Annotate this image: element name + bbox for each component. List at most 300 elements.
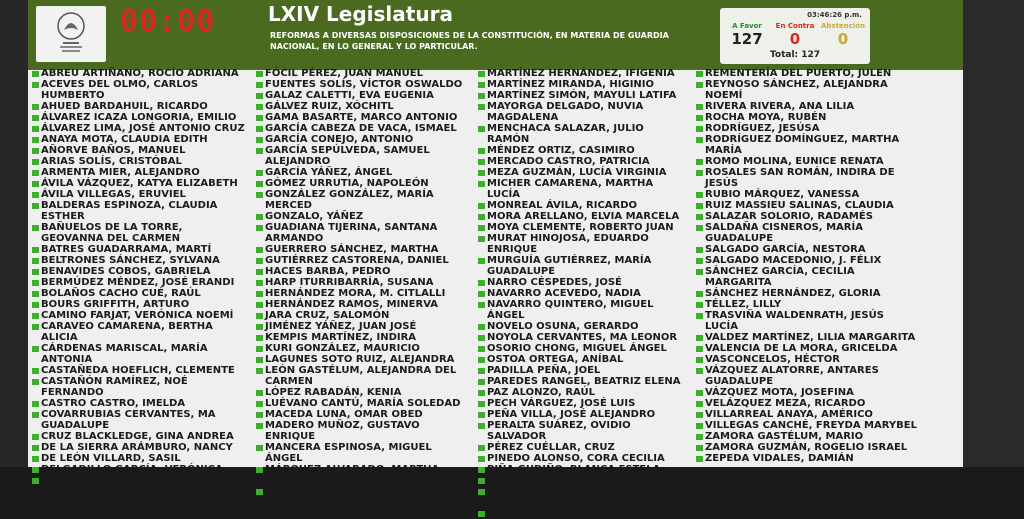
favor-vote-marker	[32, 82, 39, 88]
abstencion-count	[820, 22, 866, 48]
favor-vote-marker	[478, 258, 485, 264]
senator-row	[478, 398, 687, 409]
senator-name: PERALTA SUÁREZ, OVIDIO SALVADOR	[487, 420, 631, 442]
senator-name: SÁNCHEZ HERNÁNDEZ, GLORIA	[705, 288, 881, 299]
senator-name: ANAYA MOTA, CLAUDIA EDITH	[41, 134, 208, 145]
favor-vote-marker	[478, 280, 485, 286]
senator-name: LEÓN GASTÉLUM, ALEJANDRA DEL CARMEN	[265, 365, 457, 387]
senator-name: ZAMORA GUZMÁN, ROGELIO ISRAEL	[705, 442, 908, 453]
senator-row	[256, 145, 470, 167]
senator-row	[256, 101, 470, 112]
favor-vote-marker	[478, 456, 485, 462]
senator-name: ROSALES SAN ROMÁN, INDIRA DE JESÚS	[705, 167, 895, 189]
senator-row	[478, 156, 687, 167]
favor-vote-marker	[256, 93, 263, 99]
senator-row	[478, 387, 687, 398]
senator-name: RAMÍREZ AGUILAR, ÓSCAR EDUARDO	[487, 486, 637, 508]
senator-row	[696, 156, 920, 167]
names-column-1	[32, 68, 246, 486]
senator-vote-list	[28, 68, 963, 519]
senator-row	[32, 167, 246, 178]
favor-vote-marker	[696, 115, 703, 121]
senator-row	[256, 167, 470, 178]
senator-name: FUENTES SOLÍS, VÍCTOR OSWALDO	[265, 79, 463, 90]
favor-vote-marker	[478, 203, 485, 209]
senator-row	[478, 321, 687, 332]
vote-total	[720, 50, 870, 60]
favor-vote-marker	[478, 489, 485, 495]
senator-row	[696, 123, 920, 134]
favor-vote-marker	[256, 115, 263, 121]
senator-row	[478, 200, 687, 211]
senator-row	[32, 222, 246, 244]
senator-row	[256, 90, 470, 101]
senator-row	[696, 222, 920, 244]
favor-vote-marker	[696, 170, 703, 176]
senator-row	[478, 299, 687, 321]
senator-row	[256, 365, 470, 387]
senator-name: BOLAÑOS CACHO CUÉ, RAÚL	[41, 288, 201, 299]
senator-name: GUERRERO SÁNCHEZ, MARTHA	[265, 244, 439, 255]
favor-vote-marker	[32, 346, 39, 352]
senator-row	[478, 409, 687, 420]
senator-name: PÉREZ CUÉLLAR, CRUZ	[487, 442, 615, 453]
total-value: 127	[801, 50, 821, 60]
favor-vote-marker	[478, 214, 485, 220]
senator-name: ACEVES DEL OLMO, CARLOS HUMBERTO	[41, 79, 199, 101]
senator-name: PAREDES RANGEL, BEATRIZ ELENA	[487, 376, 681, 387]
vote-time: 03:46:26 p.m.	[807, 11, 862, 19]
senator-name: ÁVILA VILLEGAS, ERUVIEL	[41, 189, 186, 200]
senator-row	[256, 387, 470, 398]
senator-name: ZEPEDA VIDALES, DAMIÁN	[705, 453, 854, 464]
senator-name: VILLEGAS CANCHÉ, FREYDA MARYBEL	[705, 420, 917, 431]
favor-vote-marker	[32, 258, 39, 264]
senator-row	[478, 222, 687, 233]
senator-name: GONZALO, YÁÑEZ	[265, 211, 364, 222]
favor-vote-marker	[478, 148, 485, 154]
senator-name: BELTRONES SÁNCHEZ, SYLVANA	[41, 255, 220, 266]
senator-name: BENAVIDES COBOS, GABRIELA	[41, 266, 211, 277]
senator-row	[256, 255, 470, 266]
senator-row	[696, 310, 920, 332]
senator-name: PEÑA VILLA, JOSÉ ALEJANDRO	[487, 409, 656, 420]
senator-name: COVARRUBIAS CERVANTES, MA GUADALUPE	[41, 409, 216, 431]
senator-row	[478, 420, 687, 442]
senator-name: GÁLVEZ RUIZ, XÓCHITL	[265, 101, 394, 112]
senator-row	[478, 90, 687, 101]
senator-name: VALENCIA DE LA MORA, GRICELDA	[705, 343, 898, 354]
senator-row	[696, 255, 920, 266]
favor-vote-marker	[256, 489, 263, 495]
senator-name: GUTIÉRREZ CASTORENA, DANIEL	[265, 255, 449, 266]
senator-row	[256, 354, 470, 365]
senator-name: GÓMEZ URRUTIA, NAPOLEÓN	[265, 178, 429, 189]
senator-name: VASCONCELOS, HÉCTOR	[705, 354, 840, 365]
senator-row	[696, 79, 920, 101]
favor-vote-marker	[32, 104, 39, 110]
favor-vote-marker	[32, 445, 39, 451]
favor-vote-marker	[478, 467, 485, 473]
legislature-title: LXIV Legislatura	[268, 2, 453, 26]
senator-row	[696, 409, 920, 420]
favor-vote-marker	[32, 401, 39, 407]
favor-vote-marker	[256, 181, 263, 187]
senator-name: GALAZ CALETTI, EVA EUGENIA	[265, 90, 434, 101]
senator-row	[696, 189, 920, 200]
favor-vote-marker	[696, 445, 703, 451]
favor-vote-marker	[32, 467, 39, 473]
senator-row	[256, 398, 470, 409]
favor-vote-marker	[256, 390, 263, 396]
senator-row	[696, 200, 920, 211]
senator-name: DE LEÓN VILLARD, SASIL	[41, 453, 181, 464]
senator-name: CASTRO CASTRO, IMELDA	[41, 398, 186, 409]
senator-name: HARP ITURRIBARRÍA, SUSANA	[265, 277, 434, 288]
favor-vote-marker	[32, 434, 39, 440]
favor-vote-marker	[32, 269, 39, 275]
senator-name: QUIÑONEZ RUIZ, JUAN	[487, 475, 612, 486]
favor-vote-marker	[696, 456, 703, 462]
senator-name: OSTOA ORTEGA, ANÍBAL	[487, 354, 624, 365]
senator-row	[32, 266, 246, 277]
senator-row	[32, 310, 246, 321]
senator-name: ROMO MOLINA, EUNICE RENATA	[705, 156, 884, 167]
senator-name: CASTAÑEDA HOEFLICH, CLEMENTE	[41, 365, 235, 376]
favor-vote-marker	[32, 203, 39, 209]
favor-vote-marker	[478, 159, 485, 165]
senator-row	[32, 123, 246, 134]
senator-row	[256, 178, 470, 189]
favor-vote-marker	[696, 71, 703, 77]
favor-vote-marker	[32, 368, 39, 374]
senator-name: AHUED BARDAHUIL, RICARDO	[41, 101, 208, 112]
senator-row	[478, 464, 687, 475]
senator-name: RODRÍGUEZ DOMÍNGUEZ, MARTHA MARÍA	[705, 134, 900, 156]
senator-name: DELGADILLO GARCÍA, VERÓNICA	[41, 464, 223, 475]
senator-row	[256, 409, 470, 420]
senator-name: PAZ ALONZO, RAÚL	[487, 387, 595, 398]
senator-row	[256, 343, 470, 354]
senator-name: PINEDO ALONSO, CORA CECILIA	[487, 453, 665, 464]
favor-vote-marker	[256, 214, 263, 220]
senator-row	[32, 376, 246, 398]
senator-row	[478, 277, 687, 288]
favor-vote-marker	[32, 324, 39, 330]
senator-name: MACEDA LUNA, OMAR OBED	[265, 409, 423, 420]
favor-vote-marker	[478, 412, 485, 418]
senator-name: GARCÍA CABEZA DE VACA, ISMAEL	[265, 123, 457, 134]
favor-vote-marker	[32, 412, 39, 418]
senator-name: CASTAÑÓN RAMÍREZ, NOÉ FERNANDO	[41, 376, 188, 398]
senator-row	[32, 365, 246, 376]
senator-row	[696, 365, 920, 387]
favor-vote-marker	[256, 269, 263, 275]
favor-vote-marker	[32, 280, 39, 286]
senator-row	[696, 387, 920, 398]
favor-vote-marker	[696, 214, 703, 220]
senator-row	[256, 310, 470, 321]
senator-row	[696, 211, 920, 222]
abstencion-value: 0	[837, 30, 849, 48]
senator-name: OSORIO CHONG, MIGUEL ÁNGEL	[487, 343, 667, 354]
senator-name: MARTÍNEZ SIMÓN, MAYULI LATIFA	[487, 90, 677, 101]
senator-name: MICHER CAMARENA, MARTHA LUCÍA	[487, 178, 654, 200]
senator-row	[256, 266, 470, 277]
favor-vote-marker	[256, 368, 263, 374]
favor-vote-marker	[696, 423, 703, 429]
senator-row	[478, 167, 687, 178]
favor-vote-marker	[478, 71, 485, 77]
favor-vote-marker	[32, 170, 39, 176]
favor-vote-marker	[32, 302, 39, 308]
senator-row	[478, 343, 687, 354]
senator-name: NAVARRO QUINTERO, MIGUEL ÁNGEL	[487, 299, 654, 321]
favor-vote-marker	[32, 478, 39, 484]
senator-row	[256, 123, 470, 134]
senator-name: SALDAÑA CISNEROS, MARÍA GUADALUPE	[705, 222, 863, 244]
favor-vote-marker	[696, 335, 703, 341]
senator-name: RAMÍREZ MARÍN, JORGE CARLOS	[487, 508, 670, 519]
favor-vote-marker	[32, 148, 39, 154]
senator-name: VILLARREAL ANAYA, AMÉRICO	[705, 409, 873, 420]
favor-vote-marker	[256, 170, 263, 176]
senator-row	[32, 398, 246, 409]
favor-vote-marker	[696, 159, 703, 165]
favor-vote-marker	[256, 291, 263, 297]
senator-row	[696, 398, 920, 409]
senator-name: RUBIO MÁRQUEZ, VANESSA	[705, 189, 860, 200]
senator-name: DE LA SIERRA ARÁMBURO, NANCY	[41, 442, 233, 453]
senator-name: VÁZQUEZ ALATORRE, ANTARES GUADALUPE	[705, 365, 879, 387]
senator-row	[696, 431, 920, 442]
senator-name: CAMINO FARJAT, VERÓNICA NOEMÍ	[41, 310, 234, 321]
favor-vote-marker	[478, 368, 485, 374]
favor-vote-marker	[696, 401, 703, 407]
senator-row	[256, 112, 470, 123]
senator-row	[32, 156, 246, 167]
favor-vote-marker	[256, 467, 263, 473]
senator-name: VÁZQUEZ MOTA, JOSEFINA	[705, 387, 854, 398]
motion-description: REFORMAS A DIVERSAS DISPOSICIONES DE LA CONSTITUCIÓN, EN MATERIA DE GUARDIA NACIONAL, EN LO GENERAL Y LO PARTICULAR.	[270, 31, 669, 51]
senator-name: RODRÍGUEZ, JESÚSA	[705, 123, 820, 134]
favor-vote-marker	[256, 423, 263, 429]
senator-name: KURI GONZÁLEZ, MAURICIO	[265, 343, 420, 354]
senator-row	[32, 189, 246, 200]
senator-row	[696, 112, 920, 123]
senator-row	[32, 101, 246, 112]
favor-vote-marker	[696, 269, 703, 275]
favor-vote-marker	[696, 258, 703, 264]
favor-vote-marker	[696, 302, 703, 308]
senator-row	[32, 299, 246, 310]
senator-name: MONREAL ÁVILA, RICARDO	[487, 200, 638, 211]
names-column-4	[696, 68, 920, 464]
senator-row	[256, 68, 470, 79]
favor-vote-marker	[478, 379, 485, 385]
favor-vote-marker	[256, 401, 263, 407]
favor-vote-marker	[256, 412, 263, 418]
senator-name: PECH VÁRGUEZ, JOSÉ LUIS	[487, 398, 636, 409]
senator-name: GARCÍA CONEJO, ANTONIO	[265, 134, 414, 145]
favor-vote-marker	[478, 390, 485, 396]
favor-vote-marker	[478, 93, 485, 99]
senator-row	[696, 68, 920, 79]
favor-vote-marker	[256, 82, 263, 88]
favor-vote-marker	[32, 379, 39, 385]
senator-name: SÁNCHEZ GARCÍA, CECILIA MARGARITA	[705, 266, 855, 288]
favor-vote-marker	[32, 137, 39, 143]
senate-logo	[36, 6, 106, 62]
session-timer: 00:00	[120, 4, 216, 39]
favor-vote-marker	[478, 170, 485, 176]
senator-name: MÉNDEZ ORTIZ, CASIMIRO	[487, 145, 635, 156]
senator-name: BERMÚDEZ MÉNDEZ, JOSÉ ERANDI	[41, 277, 235, 288]
senator-row	[478, 145, 687, 156]
favor-vote-marker	[478, 346, 485, 352]
senator-row	[32, 409, 246, 431]
senator-row	[696, 266, 920, 288]
favor-vote-marker	[696, 225, 703, 231]
senator-name: NOVELO OSUNA, GERARDO	[487, 321, 639, 332]
senator-row	[478, 68, 687, 79]
senator-name: MENCHACA SALAZAR, JULIO RAMÓN	[487, 123, 644, 145]
senator-name: LAGUNES SOTO RUIZ, ALEJANDRA	[265, 354, 455, 365]
favor-vote-marker	[696, 126, 703, 132]
senator-row	[32, 453, 246, 464]
favor-value: 127	[731, 30, 763, 48]
favor-vote-marker	[478, 335, 485, 341]
favor-vote-marker	[478, 302, 485, 308]
senator-name: RUIZ MASSIEU SALINAS, CLAUDIA	[705, 200, 894, 211]
senator-name: HERNÁNDEZ RAMOS, MINERVA	[265, 299, 438, 310]
favor-vote-marker	[256, 357, 263, 363]
favor-vote-marker	[696, 291, 703, 297]
senator-name: MADERO MUÑOZ, GUSTAVO ENRIQUE	[265, 420, 420, 442]
senator-name: AÑORVE BAÑOS, MANUEL	[41, 145, 186, 156]
senator-name: ÁLVAREZ ICAZA LONGORIA, EMILIO	[41, 112, 237, 123]
senator-name: MORA ARELLANO, ELVIA MARCELA	[487, 211, 680, 222]
senator-row	[32, 112, 246, 123]
senator-name: NOYOLA CERVANTES, MA LEONOR	[487, 332, 678, 343]
total-label: Total:	[769, 50, 799, 60]
favor-vote-marker	[696, 390, 703, 396]
senator-row	[478, 486, 687, 508]
favor-vote-marker	[32, 115, 39, 121]
senator-row	[696, 420, 920, 431]
contra-label: En Contra	[775, 22, 815, 30]
favor-vote-marker	[32, 291, 39, 297]
favor-vote-marker	[696, 434, 703, 440]
senator-row	[32, 244, 246, 255]
favor-vote-marker	[478, 291, 485, 297]
favor-vote-marker	[32, 159, 39, 165]
favor-vote-marker	[256, 247, 263, 253]
favor-vote-marker	[478, 104, 485, 110]
favor-vote-marker	[256, 258, 263, 264]
senator-row	[256, 486, 470, 497]
senator-name: HERNÁNDEZ MORA, M. CITLALLI	[265, 288, 446, 299]
senator-name: MÁRQUEZ ALVARADO, MARTHA CECILIA	[265, 464, 440, 486]
senator-name: BATRES GUADARRAMA, MARTÍ	[41, 244, 212, 255]
favor-vote-marker	[478, 225, 485, 231]
senator-row	[256, 420, 470, 442]
senator-name: BAÑUELOS DE LA TORRE, GEOVANNA DEL CARMEN	[41, 222, 183, 244]
favor-count	[724, 22, 770, 48]
senator-name: BALDERAS ESPINOZA, CLAUDIA ESTHER	[41, 200, 218, 222]
senator-row	[478, 211, 687, 222]
favor-vote-marker	[256, 335, 263, 341]
favor-vote-marker	[32, 71, 39, 77]
favor-vote-marker	[256, 148, 263, 154]
vote-summary	[720, 8, 870, 64]
senator-name: RIVERA RIVERA, ANA LILIA	[705, 101, 855, 112]
senator-name: MEZA GUZMÁN, LUCÍA VIRGINIA	[487, 167, 667, 178]
senator-name: NARRO CÉSPEDES, JOSÉ	[487, 277, 622, 288]
senator-name: MAYORGA DELGADO, NUVIA MAGDALENA	[487, 101, 644, 123]
senator-row	[256, 244, 470, 255]
senator-row	[32, 79, 246, 101]
senator-row	[478, 178, 687, 200]
senator-name: ZAMORA GASTÉLUM, MARIO	[705, 431, 864, 442]
senator-name: MANCERA ESPINOSA, MIGUEL ÁNGEL	[265, 442, 432, 464]
favor-vote-marker	[478, 236, 485, 242]
senator-row	[32, 321, 246, 343]
senator-name: ARMENTA MIER, ALEJANDRO	[41, 167, 200, 178]
senator-name: BOURS GRIFFITH, ARTURO	[41, 299, 190, 310]
senator-row	[696, 442, 920, 453]
senator-name: MERCADO CASTRO, PATRICIA	[487, 156, 650, 167]
senator-row	[696, 332, 920, 343]
senator-row	[256, 189, 470, 211]
favor-vote-marker	[32, 313, 39, 319]
favor-vote-marker	[256, 280, 263, 286]
senator-row	[478, 475, 687, 486]
favor-vote-marker	[696, 192, 703, 198]
senator-row	[256, 288, 470, 299]
favor-vote-marker	[478, 181, 485, 187]
abstencion-label: Abstención	[820, 22, 865, 30]
senator-name: TRASVIÑA WALDENRATH, JESÚS LUCÍA	[705, 310, 884, 332]
senator-name: REMENTERÍA DEL PUERTO, JULEN	[705, 68, 892, 79]
favor-vote-marker	[478, 82, 485, 88]
favor-vote-marker	[256, 445, 263, 451]
senator-row	[696, 101, 920, 112]
board-header	[28, 0, 963, 70]
senator-row	[256, 332, 470, 343]
senator-name: FÓCIL PÉREZ, JUAN MANUEL	[265, 68, 423, 79]
favor-vote-marker	[32, 192, 39, 198]
favor-vote-marker	[478, 324, 485, 330]
favor-vote-marker	[256, 346, 263, 352]
favor-vote-marker	[32, 126, 39, 132]
favor-vote-marker	[478, 401, 485, 407]
favor-vote-marker	[696, 247, 703, 253]
senator-row	[32, 277, 246, 288]
senator-name: MURGUÍA GUTIÉRREZ, MARÍA GUADALUPE	[487, 255, 652, 277]
favor-vote-marker	[696, 357, 703, 363]
senator-name: GARCÍA YÁÑEZ, ÁNGEL	[265, 167, 393, 178]
senator-name: SALGADO GARCÍA, NESTORA	[705, 244, 866, 255]
favor-vote-marker	[478, 445, 485, 451]
senator-name: PIÑA GUDIÑO, BLANCA ESTELA	[487, 464, 661, 475]
senator-name: TÉLLEZ, LILLY	[705, 299, 782, 310]
senator-row	[32, 442, 246, 453]
senator-row	[696, 453, 920, 464]
senator-row	[478, 376, 687, 387]
contra-value: 0	[789, 30, 801, 48]
favor-vote-marker	[256, 192, 263, 198]
